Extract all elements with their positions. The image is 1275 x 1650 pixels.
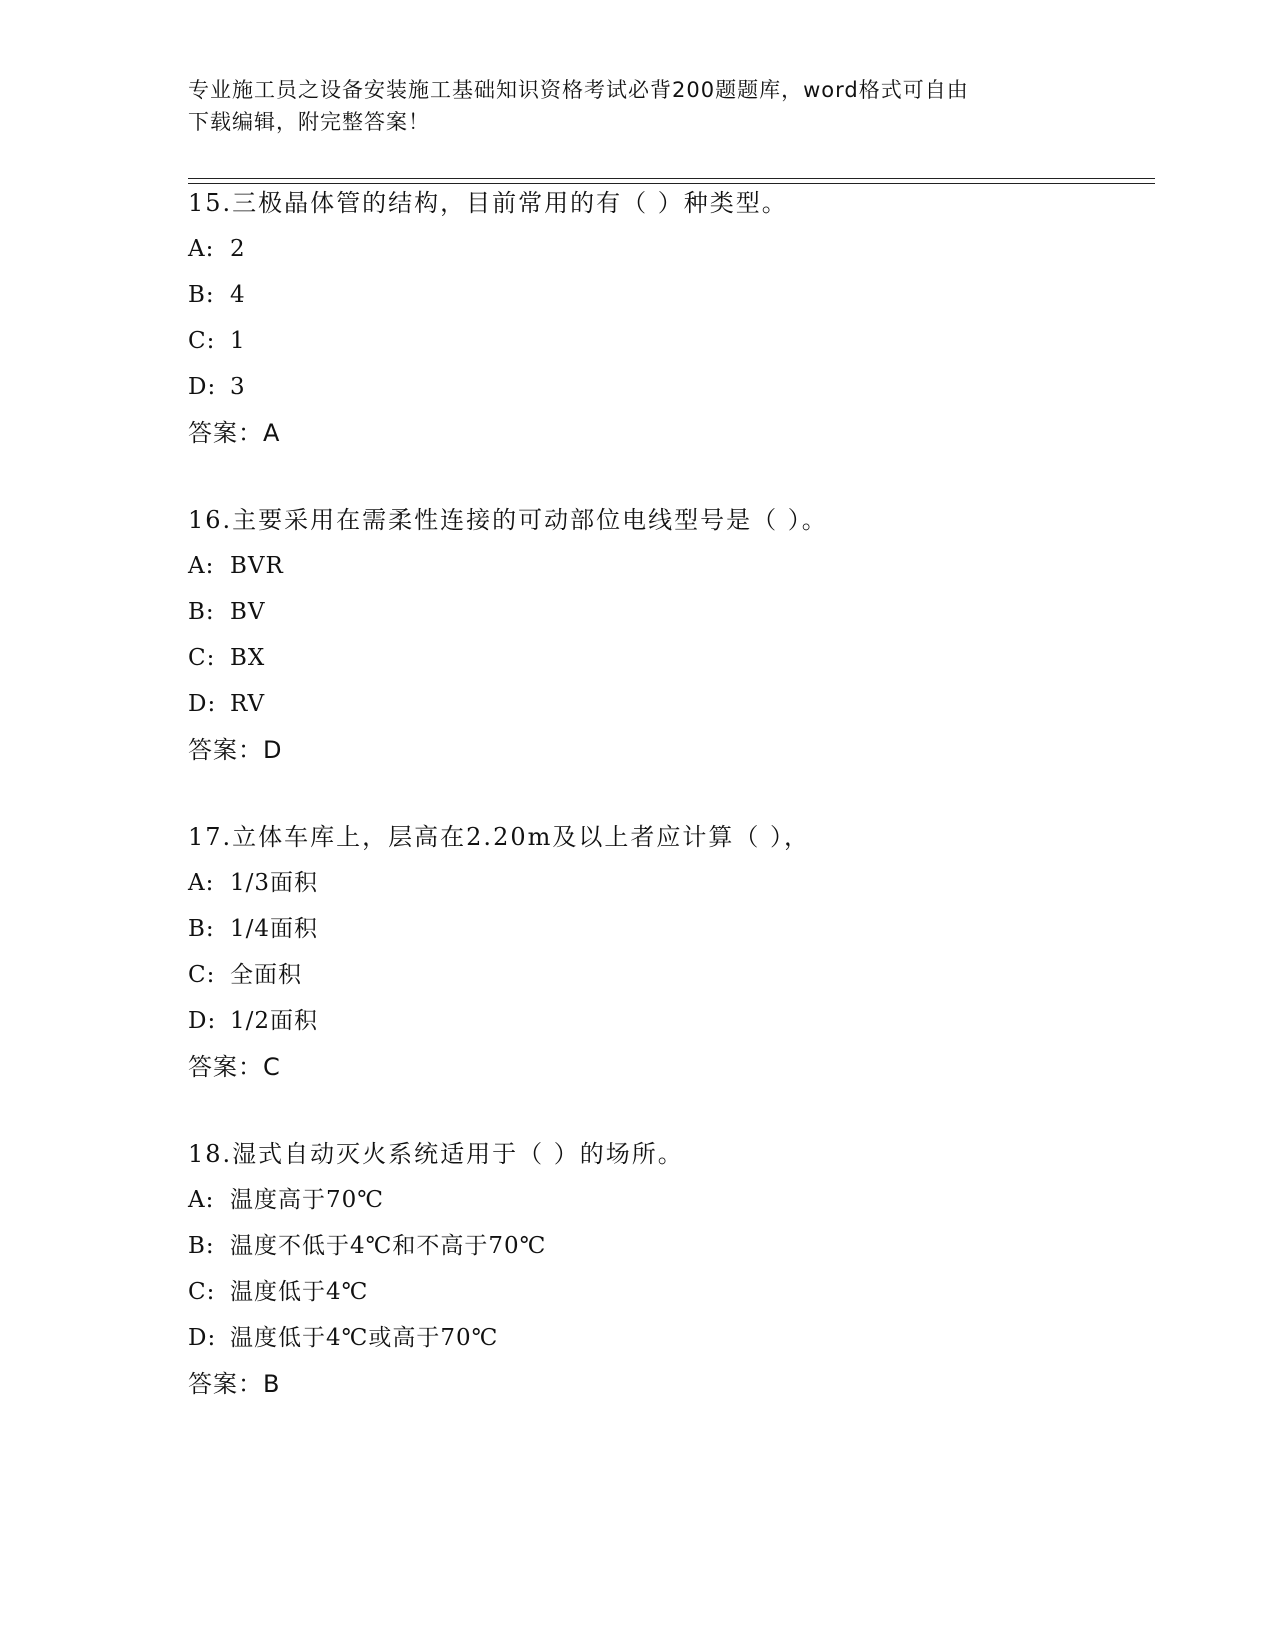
answer-line: 答案：A: [188, 419, 281, 447]
option-letter: C:: [188, 328, 216, 354]
option-text: 3: [230, 374, 246, 400]
answer-line: 答案：C: [188, 1053, 281, 1081]
option-a: [188, 543, 1168, 589]
question-stem: 15.三极晶体管的结构，目前常用的有（ ）种类型。: [188, 189, 788, 217]
header-line-1: 专业施工员之设备安装施工基础知识资格考试必背200题题库，word格式可自由: [188, 78, 969, 102]
option-d: [188, 681, 1168, 727]
option-text: BV: [230, 599, 266, 625]
option-text: 1/4面积: [230, 916, 319, 942]
option-text: BX: [230, 645, 266, 671]
option-text: 4: [230, 282, 246, 308]
option-text: 2: [230, 236, 246, 262]
option-letter: A:: [188, 870, 215, 896]
header-line-2: 下载编辑，附完整答案！: [188, 110, 430, 134]
option-a: [188, 226, 1168, 272]
option-letter: B:: [188, 916, 215, 942]
option-c: [188, 318, 1168, 364]
option-text: 全面积: [230, 962, 302, 988]
option-letter: C:: [188, 1279, 216, 1305]
option-d: [188, 1315, 1168, 1361]
option-text: 温度不低于4℃和不高于70℃: [230, 1233, 547, 1259]
option-text: 1: [230, 328, 246, 354]
option-letter: D:: [188, 691, 217, 717]
answer-line: 答案：B: [188, 1370, 281, 1398]
option-letter: B:: [188, 1233, 215, 1259]
option-a: [188, 860, 1168, 906]
question-15: [188, 180, 1168, 456]
option-c: [188, 1269, 1168, 1315]
option-letter: A:: [188, 1187, 215, 1213]
option-b: [188, 589, 1168, 635]
option-text: 温度低于4℃或高于70℃: [230, 1325, 499, 1351]
option-letter: C:: [188, 645, 216, 671]
question-stem: 17.立体车库上，层高在2.20m及以上者应计算（ ），: [188, 823, 810, 851]
option-text: 1/2面积: [230, 1008, 319, 1034]
option-b: [188, 1223, 1168, 1269]
question-16: [188, 497, 1168, 773]
option-text: 温度低于4℃: [230, 1279, 369, 1305]
question-stem: 18.湿式自动灭火系统适用于（ ）的场所。: [188, 1140, 684, 1168]
option-letter: D:: [188, 1008, 217, 1034]
option-c: [188, 635, 1168, 681]
option-letter: D:: [188, 374, 217, 400]
option-text: 温度高于70℃: [230, 1187, 384, 1213]
question-18: [188, 1131, 1168, 1407]
question-17: [188, 814, 1168, 1090]
option-letter: B:: [188, 599, 215, 625]
option-b: [188, 906, 1168, 952]
option-a: [188, 1177, 1168, 1223]
option-letter: C:: [188, 962, 216, 988]
option-text: 1/3面积: [230, 870, 319, 896]
option-b: [188, 272, 1168, 318]
option-letter: A:: [188, 236, 215, 262]
option-d: [188, 998, 1168, 1044]
answer-line: 答案：D: [188, 736, 283, 764]
option-letter: B:: [188, 282, 215, 308]
document-header: [188, 74, 1088, 138]
option-letter: A:: [188, 553, 215, 579]
option-text: BVR: [230, 553, 284, 579]
option-letter: D:: [188, 1325, 217, 1351]
option-d: [188, 364, 1168, 410]
header-divider-top: [188, 178, 1155, 179]
option-c: [188, 952, 1168, 998]
question-stem: 16.主要采用在需柔性连接的可动部位电线型号是（ ）。: [188, 506, 828, 534]
option-text: RV: [230, 691, 266, 717]
